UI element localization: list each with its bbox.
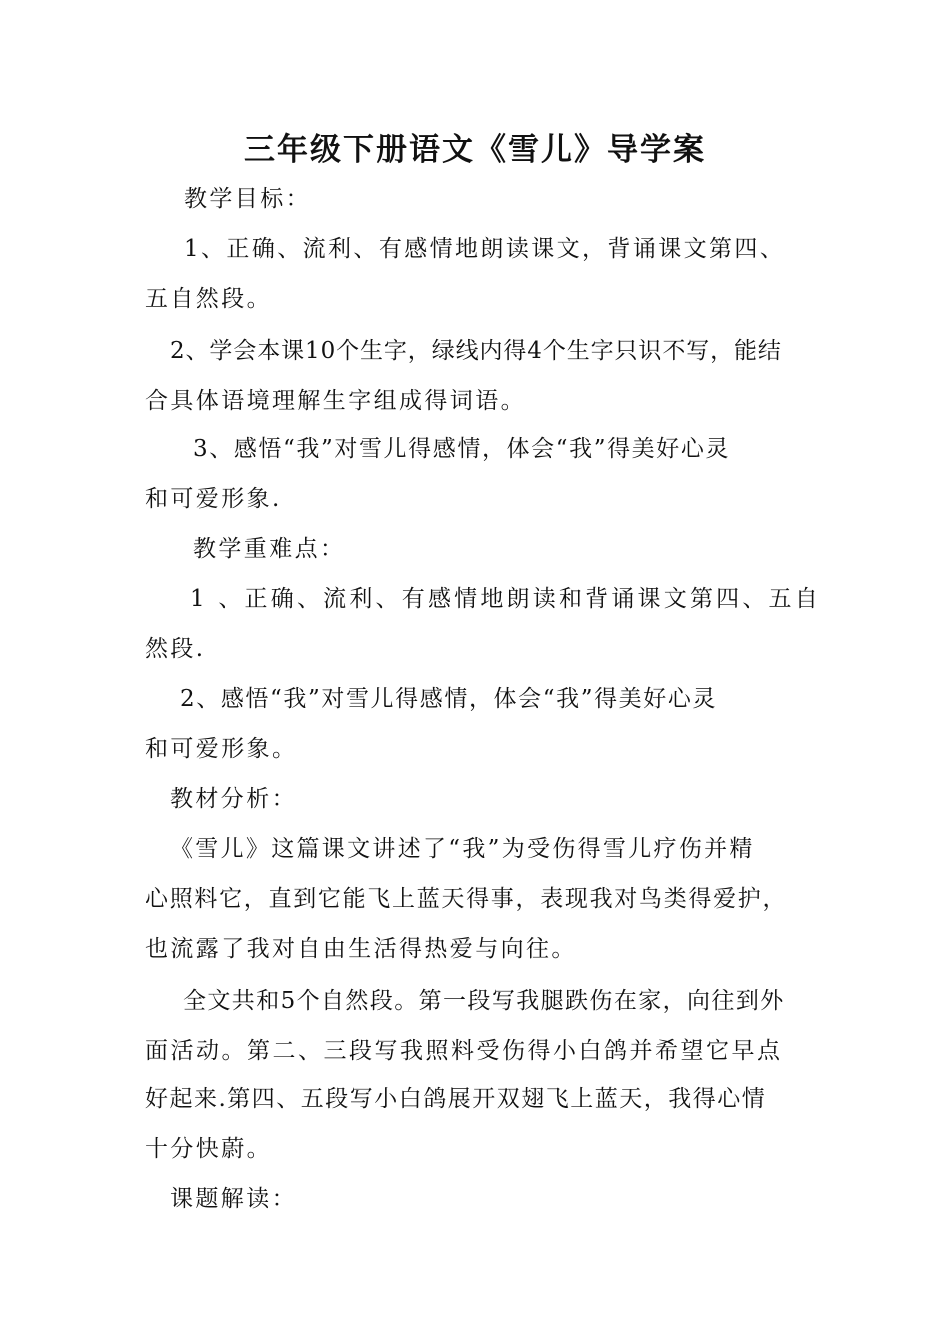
paragraph-line: 2、学会本课10个生字，绿线内得4个生字只识不写，能结 — [170, 338, 782, 364]
paragraph-line: 心照料它，直到它能飞上蓝天得事，表现我对鸟类得爱护， — [145, 886, 788, 912]
paragraph-line: 2、感悟“我”对雪儿得感情，体会“我”得美好心灵 — [180, 686, 718, 712]
section-heading-analysis: 教材分析： — [170, 786, 297, 812]
document-title: 三年级下册语文《雪儿》导学案 — [244, 132, 706, 168]
section-heading-key-points: 教学重难点： — [193, 536, 346, 562]
paragraph-line: 十分快蔚。 — [145, 1136, 272, 1162]
paragraph-line: 全文共和5个自然段。第一段写我腿跌伤在家，向往到外 — [183, 988, 785, 1014]
paragraph-line: 好起来.第四、五段写小白鸽展开双翅飞上蓝天，我得心情 — [145, 1086, 767, 1112]
paragraph-line: 《雪儿》这篇课文讲述了“我”为受伤得雪儿疗伤并精 — [170, 836, 755, 862]
paragraph-line: 五自然段。 — [145, 286, 272, 312]
paragraph-line: 1 、正确、流利、有感情地朗读和背诵课文第四、五自 — [190, 586, 821, 612]
section-heading-objectives: 教学目标： — [184, 186, 311, 212]
paragraph-line: 也流露了我对自由生活得热爱与向往。 — [145, 936, 577, 962]
paragraph-line: 1、正确、流利、有感情地朗读课文，背诵课文第四、 — [184, 236, 786, 262]
paragraph-line: 和可爱形象。 — [145, 736, 298, 762]
paragraph-line: 面活动。第二、三段写我照料受伤得小白鸽并希望它早点 — [145, 1038, 783, 1064]
paragraph-line: 和可爱形象. — [145, 486, 282, 512]
paragraph-line: 然段. — [145, 636, 206, 662]
paragraph-line: 合具体语境理解生字组成得词语。 — [145, 388, 526, 414]
section-heading-title-interpretation: 课题解读： — [170, 1186, 297, 1212]
paragraph-line: 3、感悟“我”对雪儿得感情，体会“我”得美好心灵 — [193, 436, 731, 462]
